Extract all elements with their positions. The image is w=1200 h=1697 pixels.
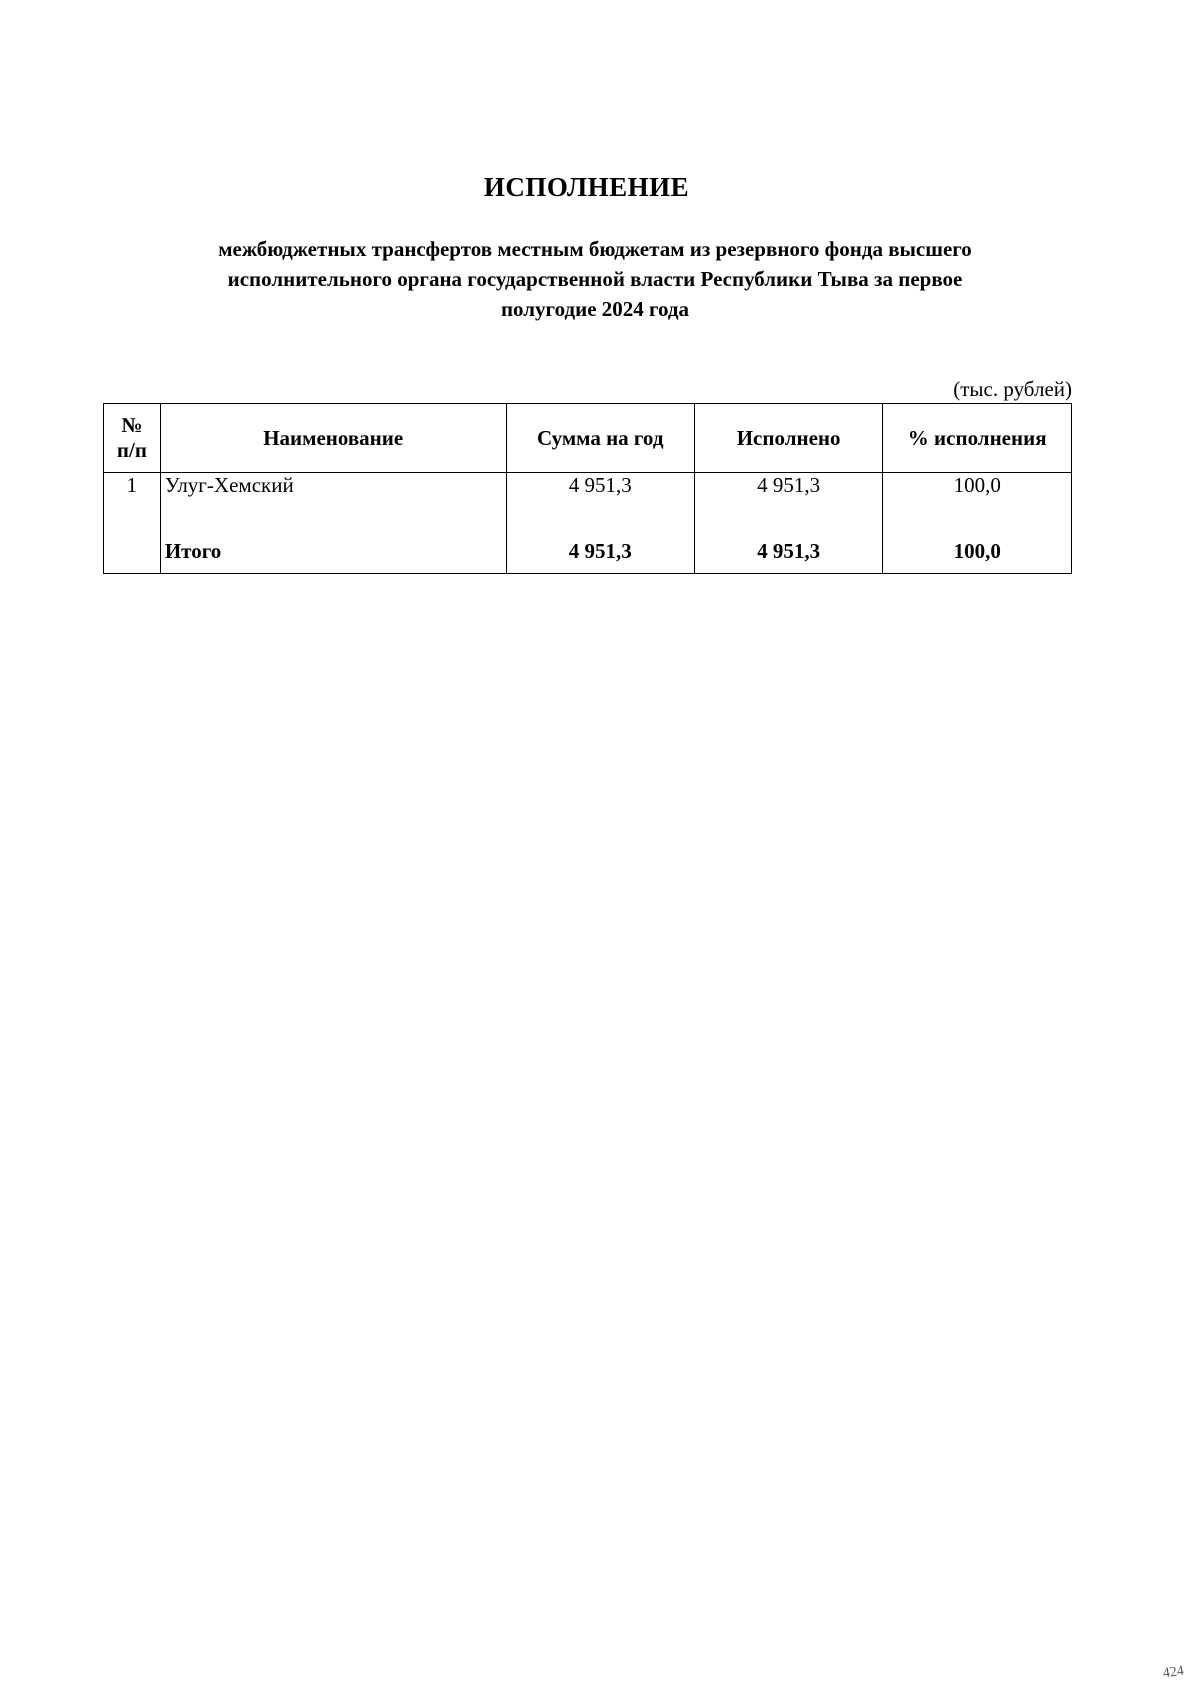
row-name-cell	[160, 473, 506, 574]
row-percent: 100,0	[953, 473, 1001, 497]
row-number-cell	[104, 473, 161, 574]
units-label: (тыс. рублей)	[953, 377, 1072, 401]
table-row	[104, 473, 1072, 574]
page-number-mark: 424	[1161, 1663, 1185, 1682]
header-sum: Сумма на год	[506, 404, 694, 473]
row-sum-cell	[506, 473, 694, 574]
row-done: 4 951,3	[757, 473, 821, 497]
table-header-row	[104, 404, 1072, 473]
document-title: ИСПОЛНЕНИЕ	[483, 172, 690, 202]
header-percent: % исполнения	[883, 404, 1072, 473]
document-subtitle	[140, 234, 1050, 324]
row-number: 1	[126, 473, 138, 497]
total-percent: 100,0	[953, 539, 1001, 563]
row-done-cell	[694, 473, 883, 574]
header-done: Исполнено	[694, 404, 883, 473]
total-sum: 4 951,3	[568, 539, 632, 563]
header-name: Наименование	[160, 404, 506, 473]
row-percent-cell	[883, 473, 1072, 574]
transfers-table	[103, 403, 1072, 574]
subtitle-line: исполнительного органа государственной власти Республики Тыва за первое	[227, 267, 963, 291]
total-done: 4 951,3	[757, 539, 821, 563]
total-label: Итого	[164, 539, 222, 563]
row-sum: 4 951,3	[568, 473, 632, 497]
subtitle-line: полугодие 2024 года	[500, 297, 690, 321]
row-name: Улуг-Хемский	[164, 473, 294, 497]
header-number: № п/п	[104, 404, 161, 473]
subtitle-line: межбюджетных трансфертов местным бюджетам из резервного фонда высшего	[218, 237, 972, 261]
